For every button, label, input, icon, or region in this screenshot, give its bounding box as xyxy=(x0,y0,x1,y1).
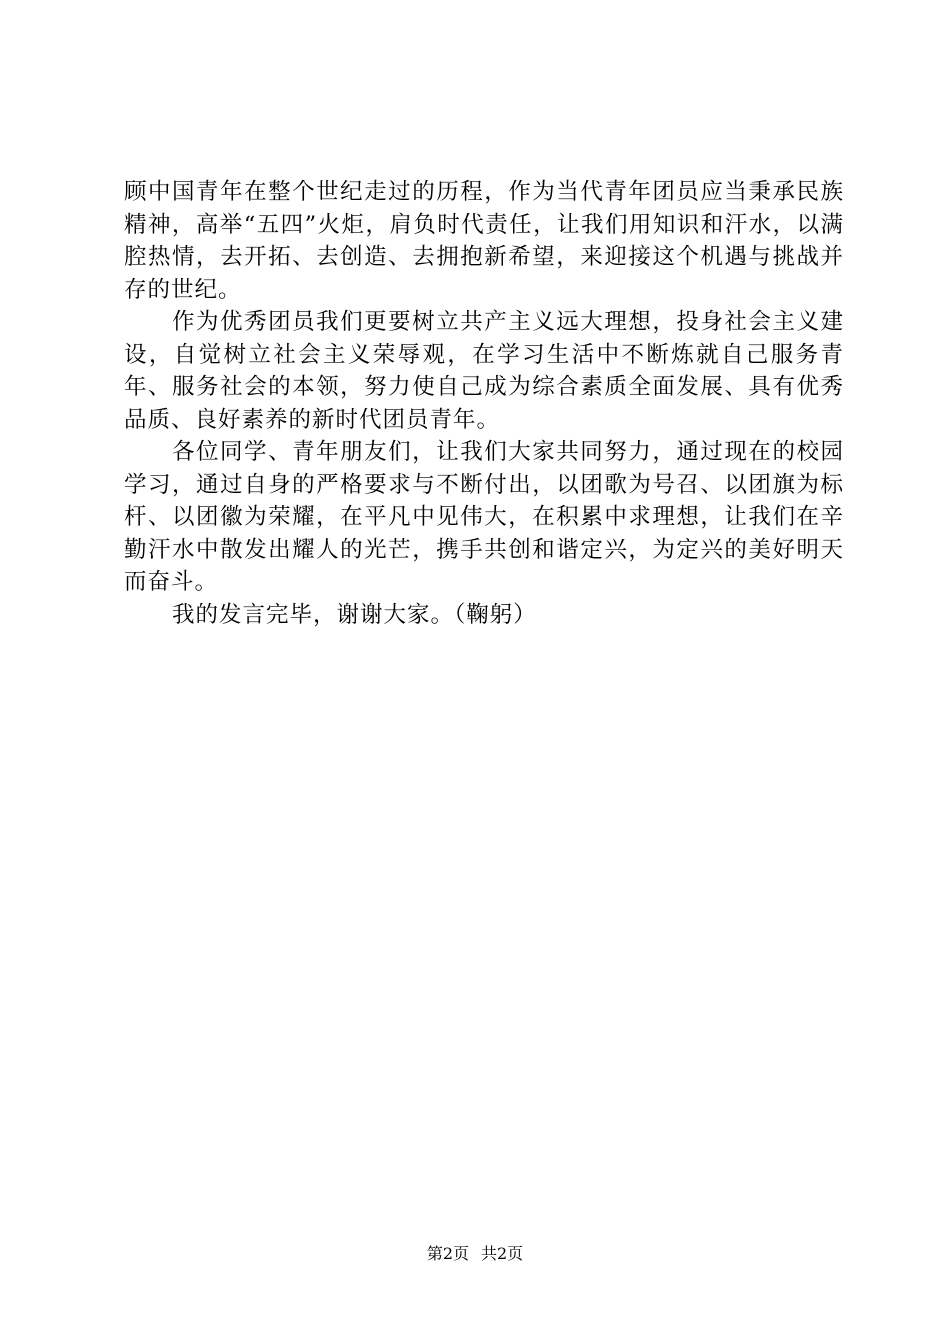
paragraph-4: 我的发言完毕，谢谢大家。（鞠躬） xyxy=(172,601,537,628)
page-footer xyxy=(0,1244,950,1264)
page-total: 共2页 xyxy=(481,1244,524,1263)
paragraph-1: 顾中国青年在整个世纪走过的历程，作为当代青年团员应当秉承民族精神，高举“五四”火炬，肩负时代责任，让我们用知识和汗水，以满腔热情，去开拓、去创造、去拥抱新希望，来迎接这个机遇与挑战并存的世纪。 xyxy=(124,179,844,303)
paragraph-2: 作为优秀团员我们更要树立共产主义远大理想，投身社会主义建设，自觉树立社会主义荣辱观，在学习生活中不断炼就自己服务青年、服务社会的本领，努力使自己成为综合素质全面发展、具有优秀品质、良好素养的新时代团员青年。 xyxy=(124,309,844,433)
page-number: 第2页 xyxy=(426,1244,469,1263)
document-body xyxy=(124,176,844,631)
paragraph-3: 各位同学、青年朋友们，让我们大家共同努力，通过现在的校园学习，通过自身的严格要求与不断付出，以团歌为号召、以团旗为标杆、以团徽为荣耀，在平凡中见伟大，在积累中求理想，让我们在辛勤汗水中散发出耀人的光芒，携手共创和谐定兴，为定兴的美好明天而奋斗。 xyxy=(124,439,844,595)
